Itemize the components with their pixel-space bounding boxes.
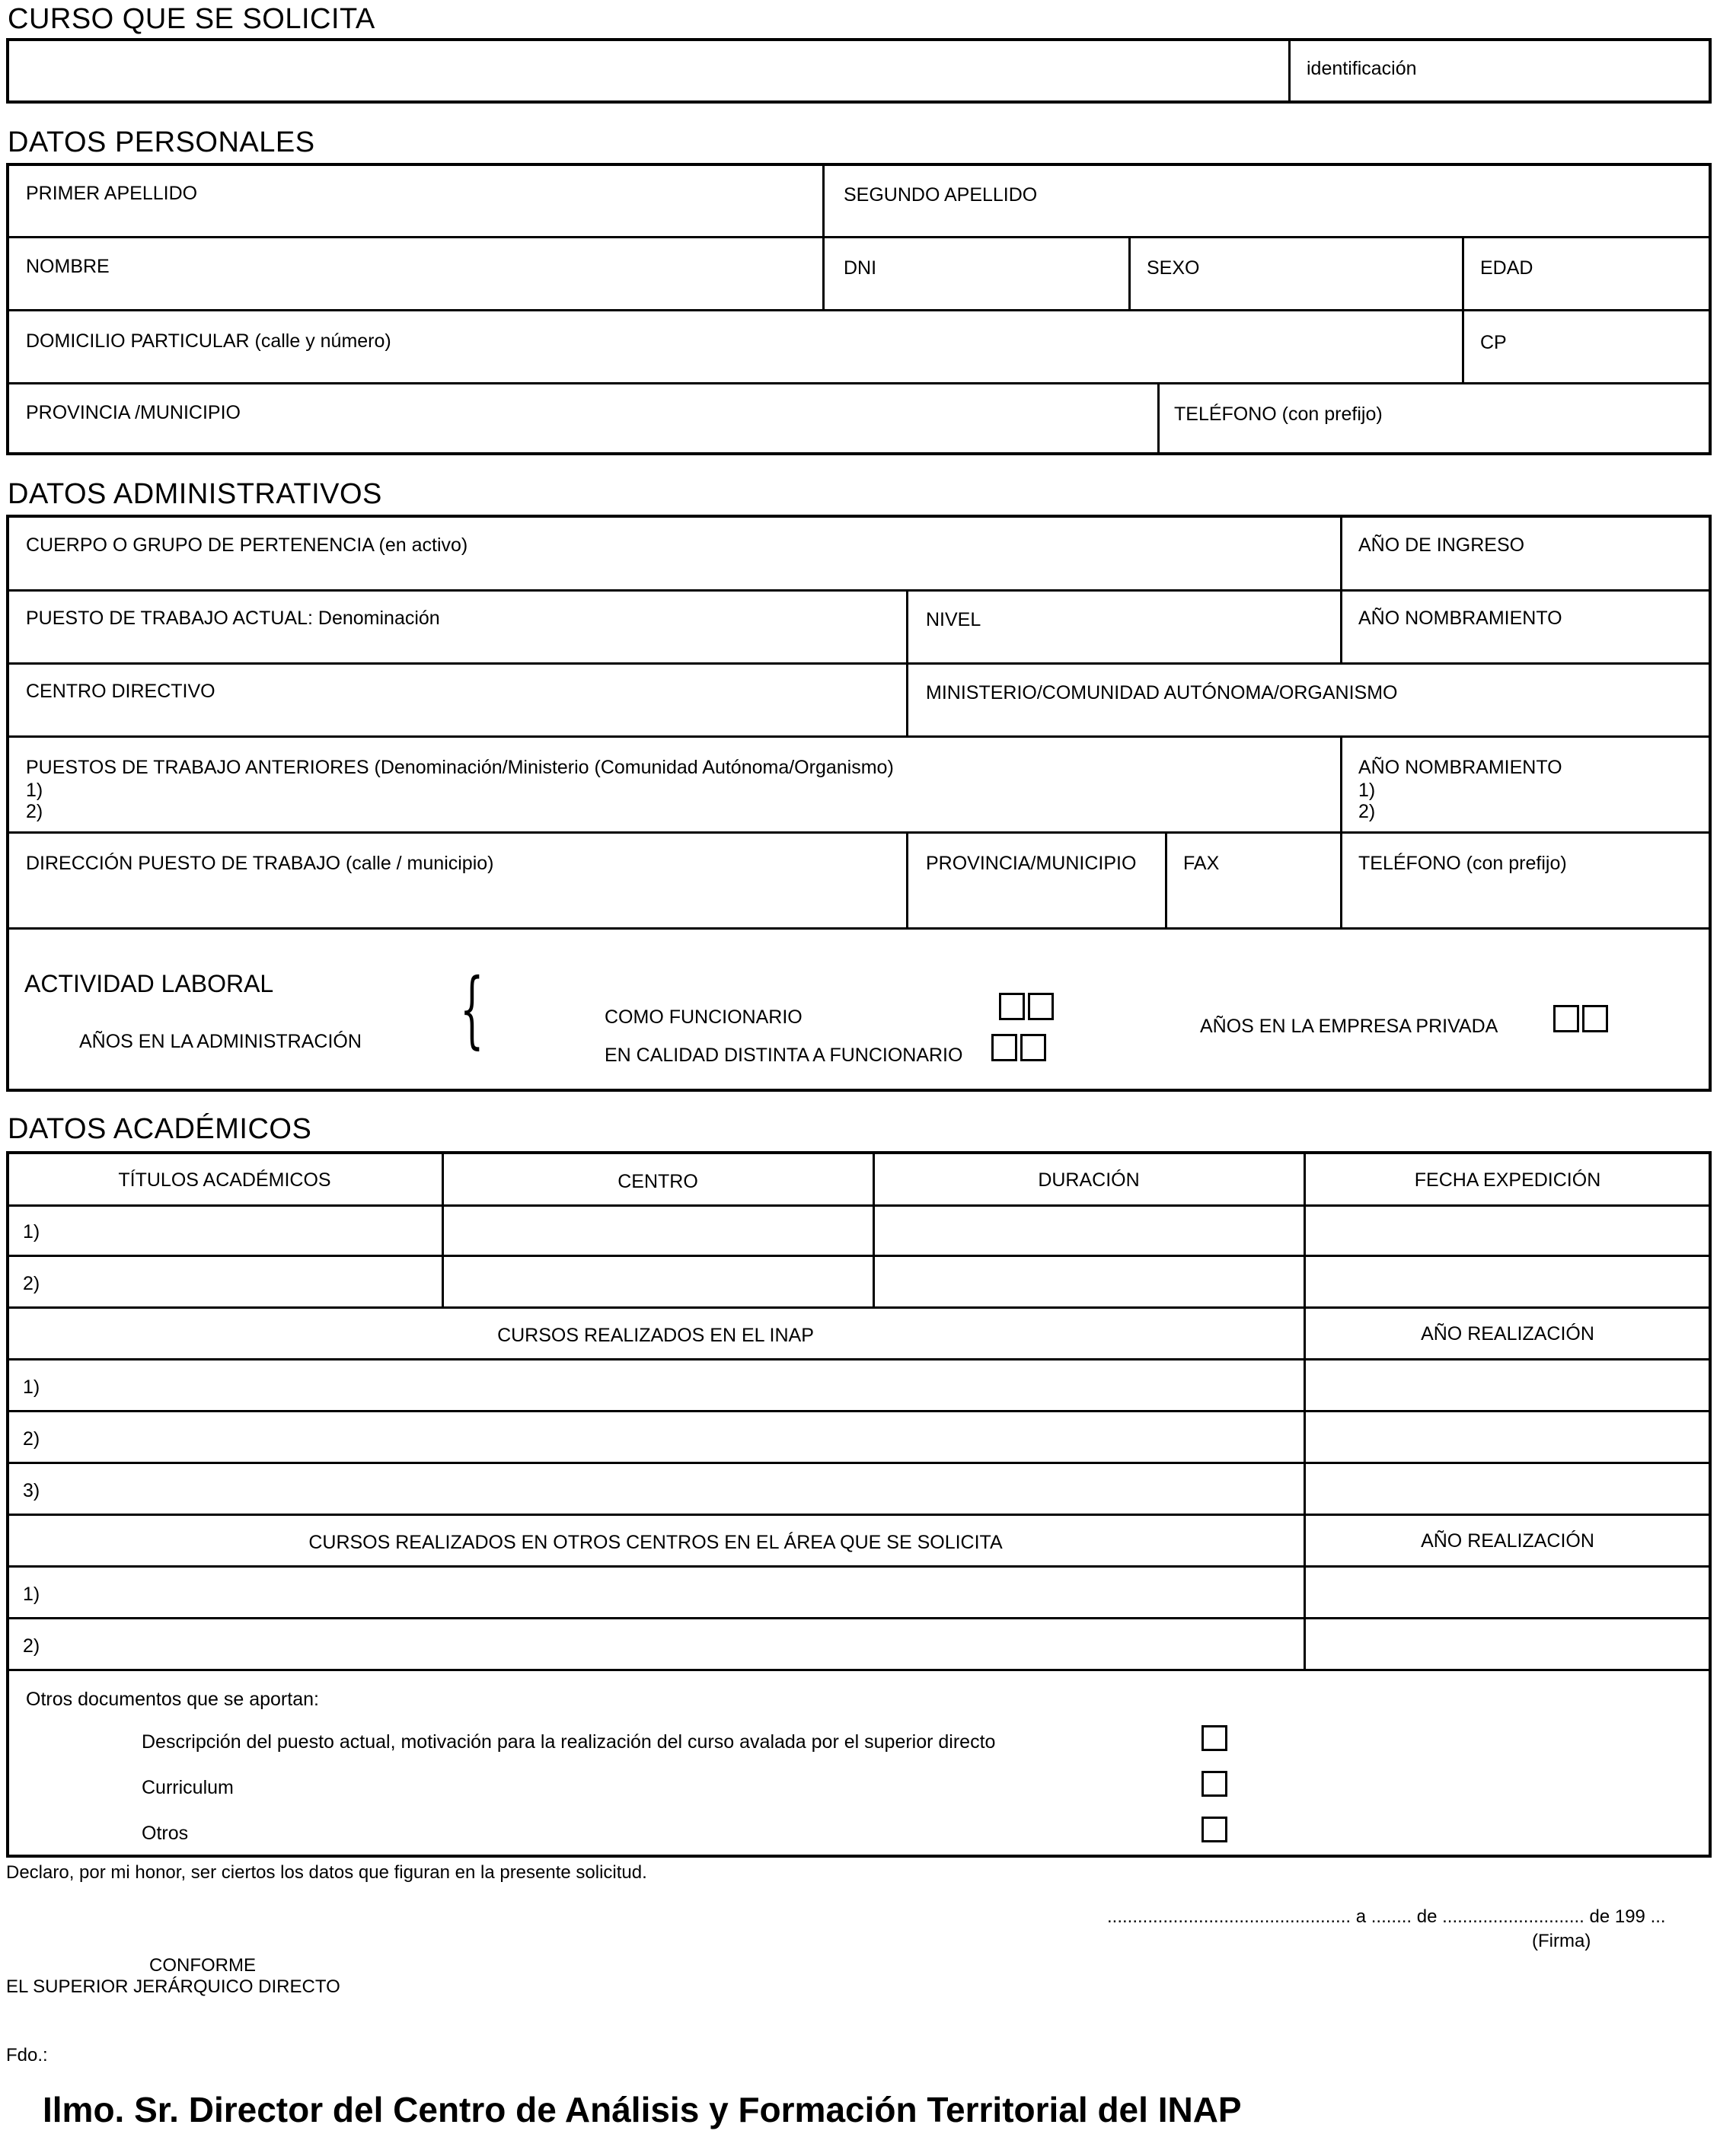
anos-administracion-label: AÑOS EN LA ADMINISTRACIÓN [79,1031,362,1052]
brace-icon: { [460,960,484,1057]
privada-years-box-2[interactable] [1582,1005,1608,1032]
puestos-anteriores-line-2: 2) [26,801,43,822]
inap-row-3[interactable]: 3) [23,1480,40,1501]
otros-documentos-label: Otros documentos que se aportan: [26,1689,319,1710]
superior-label: EL SUPERIOR JERÁRQUICO DIRECTO [6,1976,340,1997]
doc-otros-label: Otros [142,1823,189,1844]
puestos-anteriores-field[interactable]: PUESTOS DE TRABAJO ANTERIORES (Denominación/Ministerio (Comunidad Autónoma/Organismo) [26,757,894,778]
administrativos-box [6,515,1712,1092]
provincia-field[interactable]: PROVINCIA /MUNICIPIO [26,402,241,423]
section-title-academicos: DATOS ACADÉMICOS [8,1113,312,1145]
otros-row-1[interactable]: 1) [23,1584,40,1605]
section-title-curso: CURSO QUE SE SOLICITA [8,3,375,35]
centro-directivo-field[interactable]: CENTRO DIRECTIVO [26,681,215,702]
segundo-apellido-field[interactable]: SEGUNDO APELLIDO [844,184,1038,206]
telefono-trabajo-field[interactable]: TELÉFONO (con prefijo) [1358,853,1567,874]
col-titulos-header: TÍTULOS ACADÉMICOS [118,1169,331,1191]
funcionario-years-box-2[interactable] [1028,993,1054,1020]
col-duracion-header: DURACIÓN [1038,1169,1140,1191]
ano-nombramiento-line-2: 2) [1358,801,1376,822]
edad-field[interactable]: EDAD [1480,257,1533,279]
inap-row-2[interactable]: 2) [23,1428,40,1450]
inap-ano-header: AÑO REALIZACIÓN [1421,1323,1594,1345]
cuerpo-field[interactable]: CUERPO O GRUPO DE PERTENENCIA (en activo) [26,534,468,556]
otros-courses-header: CURSOS REALIZADOS EN OTROS CENTROS EN EL ÁREA QUE SE SOLICITA [308,1532,1003,1553]
otros-ano-header: AÑO REALIZACIÓN [1421,1530,1594,1552]
direccion-field[interactable]: DIRECCIÓN PUESTO DE TRABAJO (calle / municipio) [26,853,494,874]
sexo-field[interactable]: SEXO [1147,257,1200,279]
calidad-distinta-label: EN CALIDAD DISTINTA A FUNCIONARIO [605,1045,963,1066]
nivel-field[interactable]: NIVEL [926,609,981,630]
actividad-laboral-heading: ACTIVIDAD LABORAL [24,970,274,997]
primer-apellido-field[interactable]: PRIMER APELLIDO [26,183,198,204]
doc-descripcion-label: Descripción del puesto actual, motivación para la realización del curso avalada por el superior directo [142,1731,996,1753]
conforme-label: CONFORME [149,1955,256,1976]
funcionario-years-box-1[interactable] [999,993,1025,1020]
director-heading: Ilmo. Sr. Director del Centro de Análisis y Formación Territorial del INAP [43,2090,1242,2129]
domicilio-field[interactable]: DOMICILIO PARTICULAR (calle y número) [26,330,391,352]
ministerio-field[interactable]: MINISTERIO/COMUNIDAD AUTÓNOMA/ORGANISMO [926,682,1398,703]
privada-years-box-1[interactable] [1553,1005,1579,1032]
puestos-anteriores-line-1: 1) [26,780,43,801]
section-title-administrativos: DATOS ADMINISTRATIVOS [8,478,382,510]
ano-nombramiento-field[interactable]: AÑO NOMBRAMIENTO [1358,608,1562,629]
distinta-years-box-2[interactable] [1020,1034,1046,1061]
ano-nombramiento-anteriores-field[interactable]: AÑO NOMBRAMIENTO [1358,757,1562,778]
ano-ingreso-field[interactable]: AÑO DE INGRESO [1358,534,1525,556]
telefono-field[interactable]: TELÉFONO (con prefijo) [1174,404,1383,425]
cp-field[interactable]: CP [1480,332,1507,353]
provincia-trabajo-field[interactable]: PROVINCIA/MUNICIPIO [926,853,1137,874]
puesto-actual-field[interactable]: PUESTO DE TRABAJO ACTUAL: Denominación [26,608,440,629]
declaracion-text: Declaro, por mi honor, ser ciertos los datos que figuran en la presente solicitud. [6,1862,647,1883]
inap-row-1[interactable]: 1) [23,1376,40,1398]
distinta-years-box-1[interactable] [991,1034,1017,1061]
titulo-row-1[interactable]: 1) [23,1221,40,1242]
fdo-label[interactable]: Fdo.: [6,2045,48,2065]
col-centro-header: CENTRO [617,1171,698,1192]
titulo-row-2[interactable]: 2) [23,1273,40,1294]
inap-courses-header: CURSOS REALIZADOS EN EL INAP [497,1325,814,1346]
doc-curriculum-checkbox[interactable] [1201,1771,1227,1797]
nombre-field[interactable]: NOMBRE [26,256,110,277]
fax-field[interactable]: FAX [1183,853,1220,874]
identificacion-label: identificación [1307,58,1417,79]
doc-curriculum-label: Curriculum [142,1777,234,1798]
ano-nombramiento-line-1: 1) [1358,780,1376,801]
como-funcionario-label: COMO FUNCIONARIO [605,1006,803,1028]
otros-row-2[interactable]: 2) [23,1635,40,1657]
empresa-privada-label: AÑOS EN LA EMPRESA PRIVADA [1200,1016,1498,1037]
fecha-line[interactable]: ................................................ a ........ de ............................ de 199 ... [1107,1906,1666,1927]
dni-field[interactable]: DNI [844,257,877,279]
col-fecha-header: FECHA EXPEDICIÓN [1414,1169,1601,1191]
firma-label: (Firma) [1532,1931,1591,1951]
doc-descripcion-checkbox[interactable] [1201,1725,1227,1751]
section-title-personales: DATOS PERSONALES [8,126,315,158]
doc-otros-checkbox[interactable] [1201,1817,1227,1842]
